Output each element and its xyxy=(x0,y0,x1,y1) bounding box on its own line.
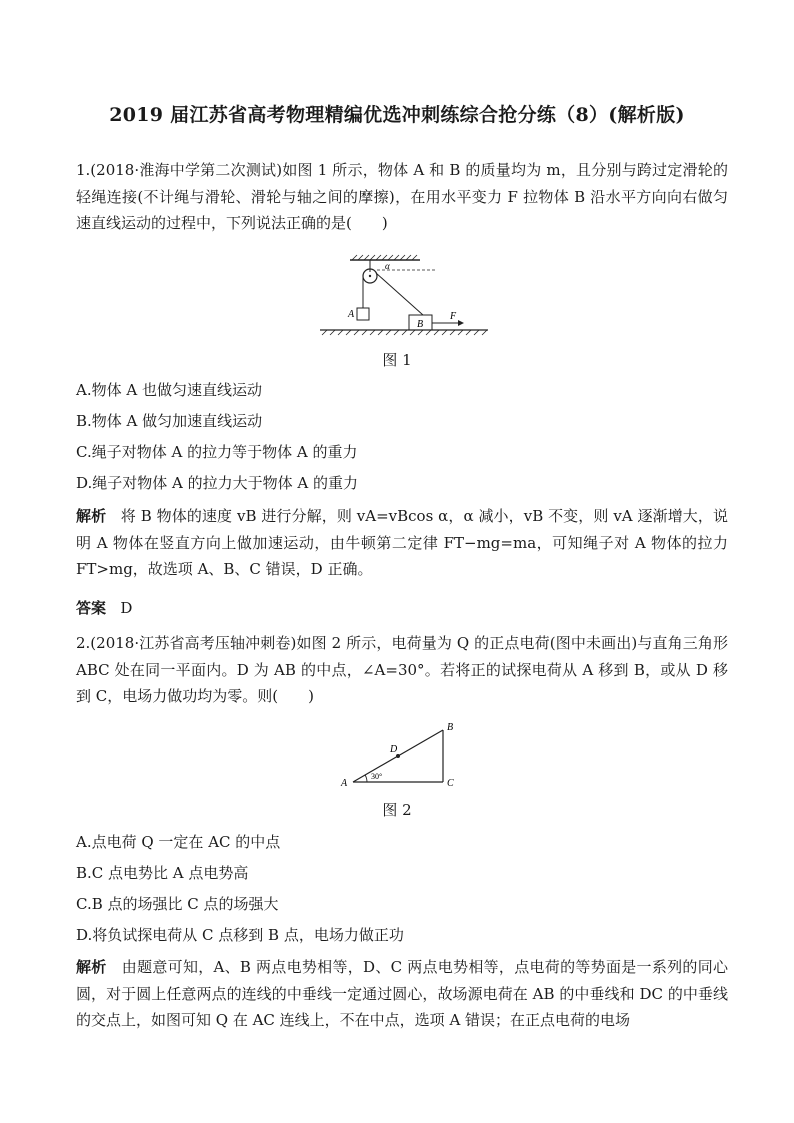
q2-analysis-text: 由题意可知，A、B 两点电势相等，D、C 两点电势相等，点电荷的等势面是一系列的同心圆，对于圆上任意两点的连线的中垂线一定通过圆心，故场源电荷在 AB 的中垂线和 DC 的中垂线的交点上，如图可知 Q 在 AC 连线上，不在中点，选项 A 错误；在正点电荷的电场 xyxy=(76,958,728,1029)
figure-1-caption: 图 1 xyxy=(382,351,412,369)
q1-option-a: A.物体 A 也做匀速直线运动 xyxy=(76,381,262,399)
q1-answer xyxy=(76,597,132,619)
q2-option-d: D.将负试探电荷从 C 点移到 B 点，电场力做正功 xyxy=(76,926,404,944)
label-b: B xyxy=(417,319,424,330)
q1-analysis-text: 将 B 物体的速度 vB 进行分解，则 vA=vBcos α，α 减小，vB 不变，则 vA 逐渐增大，说明 A 物体在竖直方向上做加速运动，由牛顿第二定律 FT−mg=ma，可知绳子对 A 物体的拉力 FT>mg，故选项 A、B、C 错误，D 正确。 xyxy=(76,507,728,578)
q1-option-d: D.绳子对物体 A 的拉力大于物体 A 的重力 xyxy=(76,474,358,492)
document-title: 2019 届江苏省高考物理精编优选冲刺练综合抢分练（8）(解析版) xyxy=(109,104,685,126)
q2-option-c: C.B 点的场强比 C 点的场强大 xyxy=(76,895,279,913)
q2-option-a: A.点电荷 Q 一定在 AC 的中点 xyxy=(76,833,281,851)
label-d: D xyxy=(390,744,398,755)
label-alpha: α xyxy=(385,261,390,271)
question-2-stem: 2.(2018·江苏省高考压轴冲刺卷)如图 2 所示，电荷量为 Q 的正点电荷(图中未画出)与直角三角形 ABC 处在同一平面内。D 为 AB 的中点，∠A=30°。若将正的试探电荷从 A 移到 B，或从 D 移到 C，电场力做功均为零。则( ) xyxy=(76,634,728,705)
label-b: B xyxy=(447,722,454,733)
label-angle: 30° xyxy=(371,772,383,781)
question-1-stem: 1.(2018·淮海中学第二次测试)如图 1 所示，物体 A 和 B 的质量均为 m，且分别与跨过定滑轮的轻绳连接(不计绳与滑轮、滑轮与轴之间的摩擦)，在用水平变力 F 拉物体 B 沿水平方向向右做匀速直线运动的过程中，下列说法正确的是( ) xyxy=(76,161,728,232)
q1-analysis xyxy=(76,503,728,583)
label-a: A xyxy=(348,309,355,320)
label-c: C xyxy=(447,778,454,789)
q1-option-b: B.物体 A 做匀加速直线运动 xyxy=(76,412,263,430)
q2-analysis xyxy=(76,954,728,1034)
q1-answer-value: D xyxy=(120,599,133,617)
q1-answer-label: 答案 xyxy=(76,599,107,617)
q1-analysis-label: 解析 xyxy=(76,507,107,525)
figure-2-caption: 图 2 xyxy=(382,801,412,819)
q2-analysis-label: 解析 xyxy=(76,958,107,976)
figure-2-triangle-diagram xyxy=(335,718,465,790)
label-a: A xyxy=(341,778,348,789)
label-f: F xyxy=(450,311,457,322)
q1-option-c: C.绳子对物体 A 的拉力等于物体 A 的重力 xyxy=(76,443,358,461)
q2-option-b: B.C 点电势比 A 点电势高 xyxy=(76,864,249,882)
figure-1-pulley-diagram xyxy=(310,252,500,340)
